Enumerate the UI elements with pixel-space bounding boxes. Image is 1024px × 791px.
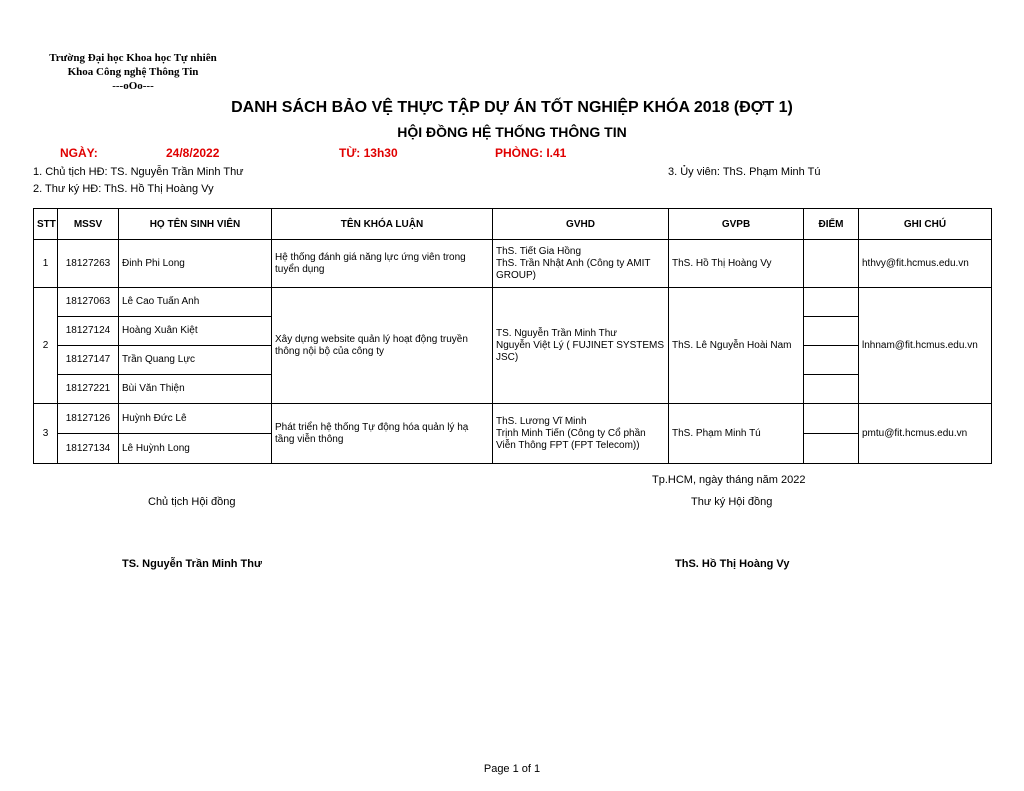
cell-student-name: Trần Quang Lực xyxy=(119,346,272,375)
cell-mssv: 18127126 xyxy=(58,404,119,434)
cell-score xyxy=(804,434,859,464)
cell-score xyxy=(804,240,859,288)
table-row xyxy=(34,288,992,317)
secretary-title: Thư ký Hội đồng xyxy=(691,496,773,508)
header-thesis: TÊN KHÓA LUẬN xyxy=(272,209,493,240)
cell-mssv: 18127263 xyxy=(58,240,119,288)
document-title: DANH SÁCH BẢO VỆ THỰC TẬP DỰ ÁN TỐT NGHIỆP KHÓA 2018 (ĐỢT 1) xyxy=(231,99,793,116)
defense-table xyxy=(33,208,992,464)
time-value: TỪ: 13h30 xyxy=(339,146,398,160)
cell-thesis: Phát triển hệ thống Tự động hóa quản lý hạ tầng viễn thông xyxy=(272,404,493,464)
room-value: PHÒNG: I.41 xyxy=(495,146,567,160)
header-advisor: GVHD xyxy=(493,209,669,240)
cell-score xyxy=(804,288,859,317)
cell-note: lnhnam@fit.hcmus.edu.vn xyxy=(859,288,992,404)
header-score: ĐIỂM xyxy=(804,209,859,240)
table-header-row xyxy=(34,209,992,240)
council-secretary: 2. Thư ký HĐ: ThS. Hồ Thị Hoàng Vy xyxy=(33,183,214,195)
cell-thesis: Xây dựng website quản lý hoạt động truyền thông nội bộ của công ty xyxy=(272,288,493,404)
cell-student-name: Lê Cao Tuấn Anh xyxy=(119,288,272,317)
cell-mssv: 18127147 xyxy=(58,346,119,375)
date-value: 24/8/2022 xyxy=(166,146,220,160)
cell-score xyxy=(804,404,859,434)
cell-note: pmtu@fit.hcmus.edu.vn xyxy=(859,404,992,464)
cell-advisor: ThS. Lương Vĩ Minh Trịnh Minh Tiến (Công ty Cổ phần Viễn Thông FPT (FPT Telecom)) xyxy=(493,404,669,464)
cell-reviewer: ThS. Hồ Thị Hoàng Vy xyxy=(669,240,804,288)
cell-mssv: 18127124 xyxy=(58,317,119,346)
cell-mssv: 18127063 xyxy=(58,288,119,317)
cell-stt: 3 xyxy=(34,404,58,464)
page-number: Page 1 of 1 xyxy=(483,763,541,775)
header-note: GHI CHÚ xyxy=(859,209,992,240)
cell-mssv: 18127134 xyxy=(58,434,119,464)
cell-score xyxy=(804,317,859,346)
chair-title: Chủ tịch Hội đồng xyxy=(148,496,236,508)
header-ornament: ---oOo--- xyxy=(112,80,154,92)
cell-student-name: Huỳnh Đức Lê xyxy=(119,404,272,434)
cell-student-name: Bùi Văn Thiện xyxy=(119,375,272,404)
date-label: NGÀY: xyxy=(60,146,98,160)
header-reviewer: GVPB xyxy=(669,209,804,240)
table-row xyxy=(34,404,992,434)
cell-student-name: Đinh Phi Long xyxy=(119,240,272,288)
cell-score xyxy=(804,375,859,404)
university-name: Trường Đại học Khoa học Tự nhiên xyxy=(49,52,217,64)
cell-thesis: Hệ thống đánh giá năng lực ứng viên trong tuyển dụng xyxy=(272,240,493,288)
secretary-signature-name: ThS. Hồ Thị Hoàng Vy xyxy=(675,558,790,570)
chair-signature-name: TS. Nguyễn Trần Minh Thư xyxy=(122,558,262,570)
cell-advisor: TS. Nguyễn Trần Minh Thư Nguyễn Việt Lý ( FUJINET SYSTEMS JSC) xyxy=(493,288,669,404)
cell-score xyxy=(804,346,859,375)
header-stt: STT xyxy=(34,209,58,240)
place-date: Tp.HCM, ngày tháng năm 2022 xyxy=(652,474,806,486)
cell-reviewer: ThS. Lê Nguyễn Hoài Nam xyxy=(669,288,804,404)
cell-student-name: Lê Huỳnh Long xyxy=(119,434,272,464)
cell-stt: 2 xyxy=(34,288,58,404)
cell-note: hthvy@fit.hcmus.edu.vn xyxy=(859,240,992,288)
header-mssv: MSSV xyxy=(58,209,119,240)
council-chair: 1. Chủ tịch HĐ: TS. Nguyễn Trần Minh Thư xyxy=(33,166,244,178)
cell-reviewer: ThS. Phạm Minh Tú xyxy=(669,404,804,464)
cell-stt: 1 xyxy=(34,240,58,288)
cell-student-name: Hoàng Xuân Kiệt xyxy=(119,317,272,346)
cell-mssv: 18127221 xyxy=(58,375,119,404)
faculty-name: Khoa Công nghệ Thông Tin xyxy=(67,66,199,78)
cell-advisor: ThS. Tiết Gia Hồng ThS. Trần Nhật Anh (Công ty AMIT GROUP) xyxy=(493,240,669,288)
table-row xyxy=(34,240,992,288)
council-member: 3. Ủy viên: ThS. Phạm Minh Tú xyxy=(668,166,821,178)
document-subtitle: HỘI ĐỒNG HỆ THỐNG THÔNG TIN xyxy=(397,124,627,140)
header-student-name: HỌ TÊN SINH VIÊN xyxy=(119,209,272,240)
